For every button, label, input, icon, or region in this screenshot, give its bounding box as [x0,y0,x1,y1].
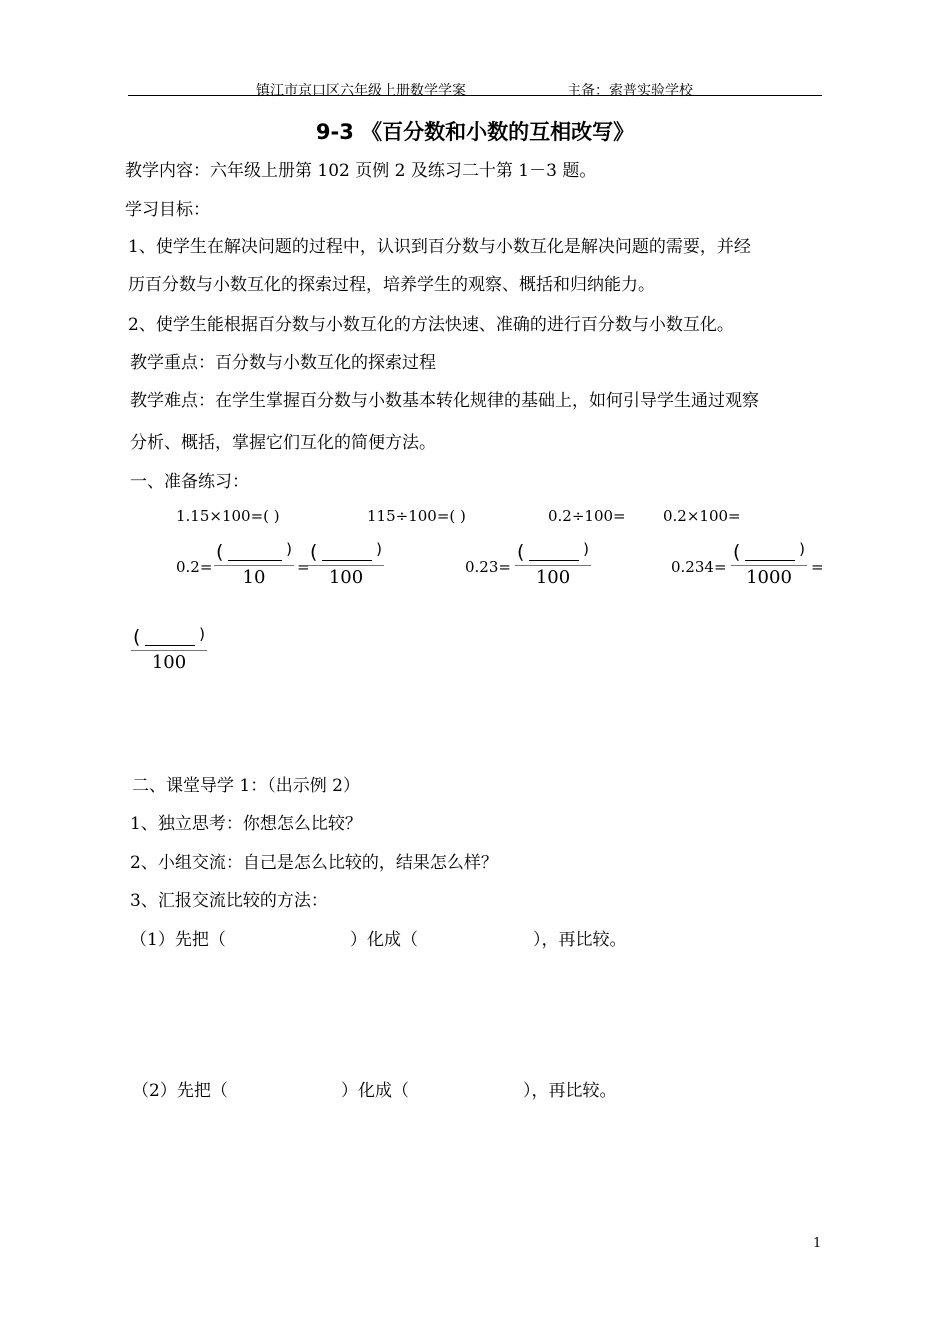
key-point: 教学重点：百分数与小数互化的探索过程 [130,353,436,373]
fraction-denominator: 100 [535,567,571,588]
equals-sign: = [297,558,310,576]
goal-1-line-1: 1、使学生在解决问题的过程中，认识到百分数与小数互化是解决问题的需要，并经 [128,237,751,257]
question-2: 2、小组交流：自己是怎么比较的，结果怎么样？ [130,853,498,873]
page-title: 9-3 《百分数和小数的互相改写》 [315,120,635,144]
teaching-content: 教学内容：六年级上册第 102 页例 2 及练习二十第 1－3 题。 [125,161,597,181]
calc-4: 0.2×100= [663,507,741,525]
header-right: 主备：索普实验学校 [567,83,693,99]
goal-2: 2、使学生能根据百分数与小数互化的方法快速、准确的进行百分数与小数互化。 [128,315,734,335]
calc-2: 115÷100=( ) [367,507,466,525]
question-3: 3、汇报交流比较的方法： [130,891,328,911]
fraction-prefix-0-234: 0.234= [671,558,727,576]
fraction-tenths: ( ) 10 [216,540,292,588]
equals-sign: = [811,558,824,576]
fraction-thousandths: ( ) 1000 [733,540,805,588]
method-2-part-a: （2）先把（ [132,1081,228,1101]
fraction-denominator: 10 [242,567,266,588]
fraction-denominator: 100 [151,652,187,673]
method-1-part-a: （1）先把（ [130,930,226,950]
goal-1-line-2: 历百分数与小数互化的探索过程，培养学生的观察、概括和归纳能力。 [128,275,655,295]
fraction-denominator: 1000 [746,567,792,588]
method-1-part-b: ）化成（ [350,930,418,950]
method-1-part-c: ），再比较。 [533,930,627,950]
page-number: 1 [813,1236,822,1251]
fraction-hundredths-3: ( ) 100 [133,625,205,673]
fraction-prefix-0-2: 0.2= [176,558,213,576]
calc-3: 0.2÷100= [548,507,626,525]
goals-label: 学习目标： [125,200,210,220]
question-1: 1、独立思考：你想怎么比较？ [130,814,362,834]
section-guide-heading: 二、课堂导学 1：（出示例 2） [132,776,360,796]
fraction-prefix-0-23: 0.23= [465,558,511,576]
difficulty-line-2: 分析、概括，掌握它们互化的简便方法。 [130,433,436,453]
fraction-denominator: 100 [328,567,364,588]
section-prep-heading: 一、准备练习： [130,472,249,492]
method-2-part-b: ）化成（ [341,1081,409,1101]
header-left: 镇江市京口区六年级上册数学学案 [256,83,466,99]
fraction-hundredths: ( ) 100 [310,540,382,588]
calc-1: 1.15×100=( ) [176,507,280,525]
difficulty-line-1: 教学难点：在学生掌握百分数与小数基本转化规律的基础上，如何引导学生通过观察 [130,391,759,411]
fraction-hundredths-2: ( ) 100 [517,540,589,588]
method-2-part-c: ），再比较。 [523,1081,617,1101]
header-rule [128,95,822,96]
